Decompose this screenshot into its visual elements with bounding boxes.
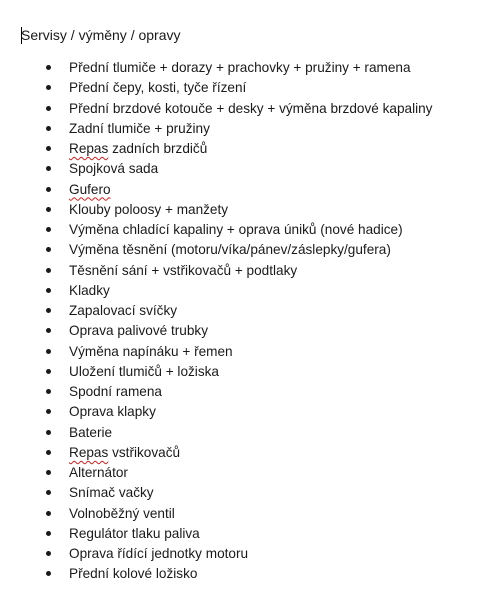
bullet-icon	[46, 389, 51, 394]
bullet-icon	[46, 85, 51, 90]
list-item-text: Oprava klapky	[69, 404, 156, 420]
list-item-text: Spojková sada	[69, 161, 159, 177]
bullet-icon	[46, 511, 51, 516]
spelling-error-word[interactable]: Repas	[69, 141, 109, 156]
list-item-text: Těsnění sání + vstřikovačů + podtlaky	[69, 262, 298, 278]
bullet-icon	[46, 328, 51, 333]
list-item-text: Kladky	[69, 282, 110, 298]
bullet-icon	[46, 288, 51, 293]
spelling-error-word[interactable]: Gufero	[69, 181, 111, 197]
list-item-rest: vstřikovačů	[108, 444, 181, 460]
list-item-text: Výměna napínáku + řemen	[69, 343, 233, 359]
bullet-icon	[46, 126, 51, 131]
list-item-rest: zadních brzdičů	[108, 141, 208, 156]
bullet-icon	[46, 349, 51, 354]
bullet-icon	[46, 166, 51, 171]
bullet-icon	[46, 490, 51, 495]
list-item-text: Přední brzdové kotouče + desky + výměna brzdové kapaliny	[69, 100, 433, 116]
list-item-text: Výměna těsnění (motoru/víka/pánev/záslepky/gufera)	[69, 242, 391, 258]
bullet-icon	[46, 187, 51, 192]
bullet-icon	[46, 409, 51, 414]
list-item-text: Výměna chladící kapaliny + oprava úniků (nové hadice)	[69, 222, 403, 237]
list-item-text: Alternátor	[69, 465, 128, 480]
bullet-icon	[46, 369, 51, 374]
list-item-text: Oprava řídící jednotky motoru	[69, 546, 249, 561]
bullet-icon	[46, 308, 51, 313]
list-item-text: Oprava palivové trubky	[69, 323, 209, 339]
list-item-text: Regulátor tlaku paliva	[69, 525, 200, 541]
bullet-icon	[46, 430, 51, 435]
bullet-icon	[46, 106, 51, 111]
bullet-icon	[46, 207, 51, 212]
list-item-text: Spodní ramena	[69, 384, 162, 399]
list-item-text: Baterie	[69, 424, 113, 440]
bullet-icon	[46, 247, 51, 252]
bullet-icon	[46, 227, 51, 232]
list-item-text: Snímač vačky	[69, 485, 154, 501]
bullet-icon	[46, 65, 51, 70]
spelling-error-word[interactable]: Repas	[69, 444, 109, 460]
list-item-text: Zapalovací svíčky	[69, 303, 178, 318]
bullet-icon	[46, 551, 51, 556]
list-item-text	[69, 443, 180, 463]
list-item-text	[69, 139, 207, 159]
list-item-text: Přední kolové ložisko	[69, 566, 198, 582]
list-item-text: Přední čepy, kosti, tyče řízení	[69, 80, 247, 96]
bullet-icon	[46, 450, 51, 455]
list-item-text: Zadní tlumiče + pružiny	[69, 120, 210, 136]
bullet-icon	[46, 571, 51, 576]
bullet-icon	[46, 470, 51, 475]
list-item-text: Volnoběžný ventil	[69, 505, 175, 521]
list-item-text	[69, 180, 111, 200]
bullet-icon	[46, 531, 51, 536]
list-item-text: Klouby poloosy + manžety	[69, 201, 229, 217]
document-heading[interactable]: Servisy / výměny / opravy	[21, 27, 181, 43]
bullet-icon	[46, 268, 51, 273]
list-item-text: Uložení tlumičů + ložiska	[69, 363, 219, 379]
list-item-text: Přední tlumiče + dorazy + prachovky + pružiny + ramena	[69, 60, 411, 75]
bullet-icon	[46, 146, 51, 151]
